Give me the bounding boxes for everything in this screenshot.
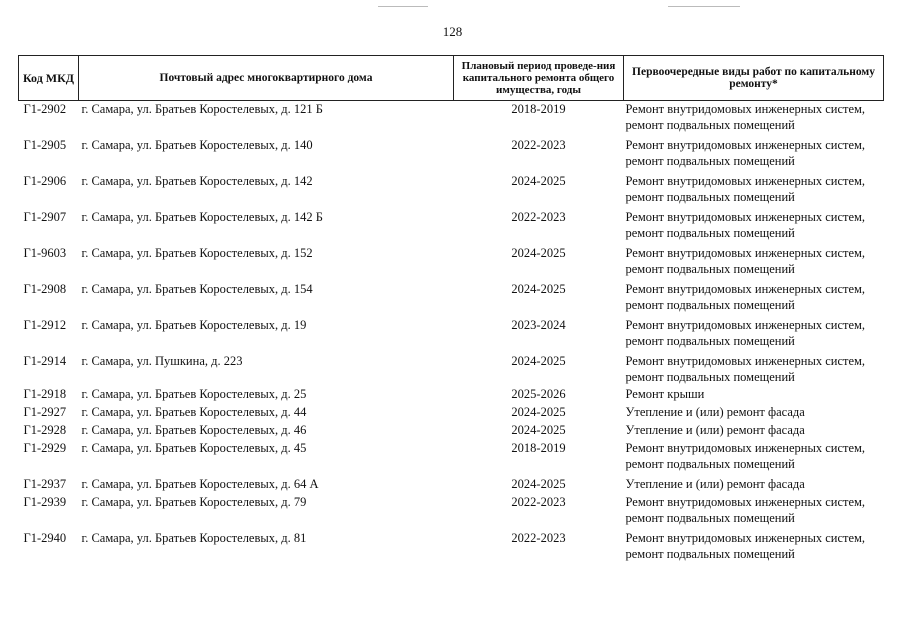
row-code: Г1-9603	[23, 246, 67, 260]
table-body	[19, 101, 884, 567]
row-works	[624, 476, 884, 494]
row-works	[624, 137, 884, 173]
row-works-line: Ремонт внутридомовых инженерных систем,	[625, 246, 866, 260]
row-address: г. Самара, ул. Братьев Коростелевых, д. 44	[81, 405, 307, 419]
row-works-line: Утепление и (или) ремонт фасада	[625, 477, 805, 491]
row-works-line: Ремонт внутридомовых инженерных систем,	[625, 354, 866, 368]
row-works	[624, 317, 884, 353]
row-period: 2024-2025	[511, 423, 566, 437]
row-code: Г1-2929	[23, 441, 67, 455]
capital-repair-table	[18, 55, 884, 566]
header-works: Первоочередные виды работ по капитальному ремонту*	[624, 56, 884, 101]
row-period: 2022-2023	[511, 495, 566, 509]
row-works-line: Ремонт крыши	[625, 387, 705, 401]
table-row	[19, 530, 884, 566]
table-row	[19, 245, 884, 281]
row-code: Г1-2918	[23, 387, 67, 401]
scan-mark-left	[378, 6, 428, 7]
row-code: Г1-2912	[23, 318, 67, 332]
row-works-line: Ремонт внутридомовых инженерных систем,	[625, 531, 866, 545]
row-works-line: Утепление и (или) ремонт фасада	[625, 405, 805, 419]
row-works	[624, 422, 884, 440]
row-period: 2022-2023	[511, 138, 566, 152]
row-period: 2022-2023	[511, 531, 566, 545]
table-row	[19, 386, 884, 404]
row-works	[624, 404, 884, 422]
row-code: Г1-2937	[23, 477, 67, 491]
row-code: Г1-2906	[23, 174, 67, 188]
table-row	[19, 404, 884, 422]
table-row	[19, 209, 884, 245]
row-works	[624, 353, 884, 386]
row-address: г. Самара, ул. Братьев Коростелевых, д. 81	[81, 531, 307, 545]
row-address: г. Самара, ул. Братьев Коростелевых, д. 25	[81, 387, 307, 401]
row-address: г. Самара, ул. Пушкина, д. 223	[81, 354, 243, 368]
row-period: 2024-2025	[511, 405, 566, 419]
row-address: г. Самара, ул. Братьев Коростелевых, д. 140	[81, 138, 313, 152]
row-works	[624, 209, 884, 245]
row-works	[624, 386, 884, 404]
table-header-row	[19, 56, 884, 101]
row-code: Г1-2939	[23, 495, 67, 509]
row-works	[624, 173, 884, 209]
table-row	[19, 173, 884, 209]
table-row	[19, 317, 884, 353]
page-number: 128	[442, 24, 463, 39]
row-address: г. Самара, ул. Братьев Коростелевых, д. 142	[81, 174, 313, 188]
row-works-line: ремонт подвальных помещений	[625, 262, 795, 276]
row-code: Г1-2902	[23, 102, 67, 116]
row-code: Г1-2927	[23, 405, 67, 419]
row-works-line: ремонт подвальных помещений	[625, 511, 795, 525]
row-works-line: Ремонт внутридомовых инженерных систем,	[625, 318, 866, 332]
table-row	[19, 137, 884, 173]
row-works-line: Ремонт внутридомовых инженерных систем,	[625, 495, 866, 509]
row-code: Г1-2940	[23, 531, 67, 545]
row-address: г. Самара, ул. Братьев Коростелевых, д. 64 А	[81, 477, 319, 491]
header-address: Почтовый адрес многоквартирного дома	[79, 56, 454, 101]
row-address: г. Самара, ул. Братьев Коростелевых, д. 79	[81, 495, 307, 509]
row-works	[624, 101, 884, 138]
header-code: Код МКД	[19, 56, 79, 101]
row-code: Г1-2908	[23, 282, 67, 296]
row-works	[624, 530, 884, 566]
row-works-line: Утепление и (или) ремонт фасада	[625, 423, 805, 437]
row-works-line: ремонт подвальных помещений	[625, 118, 795, 132]
row-works-line: Ремонт внутридомовых инженерных систем,	[625, 102, 866, 116]
row-works-line: ремонт подвальных помещений	[625, 298, 795, 312]
row-code: Г1-2928	[23, 423, 67, 437]
row-works-line: Ремонт внутридомовых инженерных систем,	[625, 210, 866, 224]
row-period: 2024-2025	[511, 282, 566, 296]
row-works	[624, 245, 884, 281]
table-row	[19, 353, 884, 386]
table-row	[19, 281, 884, 317]
row-works-line: Ремонт внутридомовых инженерных систем,	[625, 174, 866, 188]
scan-mark-right	[668, 6, 740, 7]
table-row	[19, 422, 884, 440]
row-period: 2025-2026	[511, 387, 566, 401]
row-period: 2022-2023	[511, 210, 566, 224]
row-address: г. Самара, ул. Братьев Коростелевых, д. 152	[81, 246, 313, 260]
row-works-line: Ремонт внутридомовых инженерных систем,	[625, 282, 866, 296]
row-period: 2018-2019	[511, 441, 566, 455]
row-address: г. Самара, ул. Братьев Коростелевых, д. 19	[81, 318, 307, 332]
header-period: Плановый период проведе-ния капитального ремонта общего имущества, годы	[454, 56, 624, 101]
table-row	[19, 494, 884, 530]
row-address: г. Самара, ул. Братьев Коростелевых, д. 45	[81, 441, 307, 455]
table-row	[19, 476, 884, 494]
row-code: Г1-2905	[23, 138, 67, 152]
row-works	[624, 281, 884, 317]
row-works	[624, 494, 884, 530]
row-works-line: ремонт подвальных помещений	[625, 457, 795, 471]
row-works-line: Ремонт внутридомовых инженерных систем,	[625, 441, 866, 455]
row-address: г. Самара, ул. Братьев Коростелевых, д. 46	[81, 423, 307, 437]
table-row	[19, 440, 884, 476]
row-works-line: ремонт подвальных помещений	[625, 226, 795, 240]
row-works-line: ремонт подвальных помещений	[625, 547, 795, 561]
row-period: 2023-2024	[511, 318, 566, 332]
row-works-line: ремонт подвальных помещений	[625, 334, 795, 348]
row-address: г. Самара, ул. Братьев Коростелевых, д. 142 Б	[81, 210, 323, 224]
row-code: Г1-2907	[23, 210, 67, 224]
row-address: г. Самара, ул. Братьев Коростелевых, д. 121 Б	[81, 102, 323, 116]
row-period: 2018-2019	[511, 102, 566, 116]
row-works-line: ремонт подвальных помещений	[625, 370, 795, 384]
row-period: 2024-2025	[511, 477, 566, 491]
row-period: 2024-2025	[511, 174, 566, 188]
row-code: Г1-2914	[23, 354, 67, 368]
row-works	[624, 440, 884, 476]
row-works-line: Ремонт внутридомовых инженерных систем,	[625, 138, 866, 152]
table-row	[19, 101, 884, 138]
row-works-line: ремонт подвальных помещений	[625, 154, 795, 168]
row-period: 2024-2025	[511, 354, 566, 368]
row-period: 2024-2025	[511, 246, 566, 260]
row-address: г. Самара, ул. Братьев Коростелевых, д. 154	[81, 282, 313, 296]
row-works-line: ремонт подвальных помещений	[625, 190, 795, 204]
